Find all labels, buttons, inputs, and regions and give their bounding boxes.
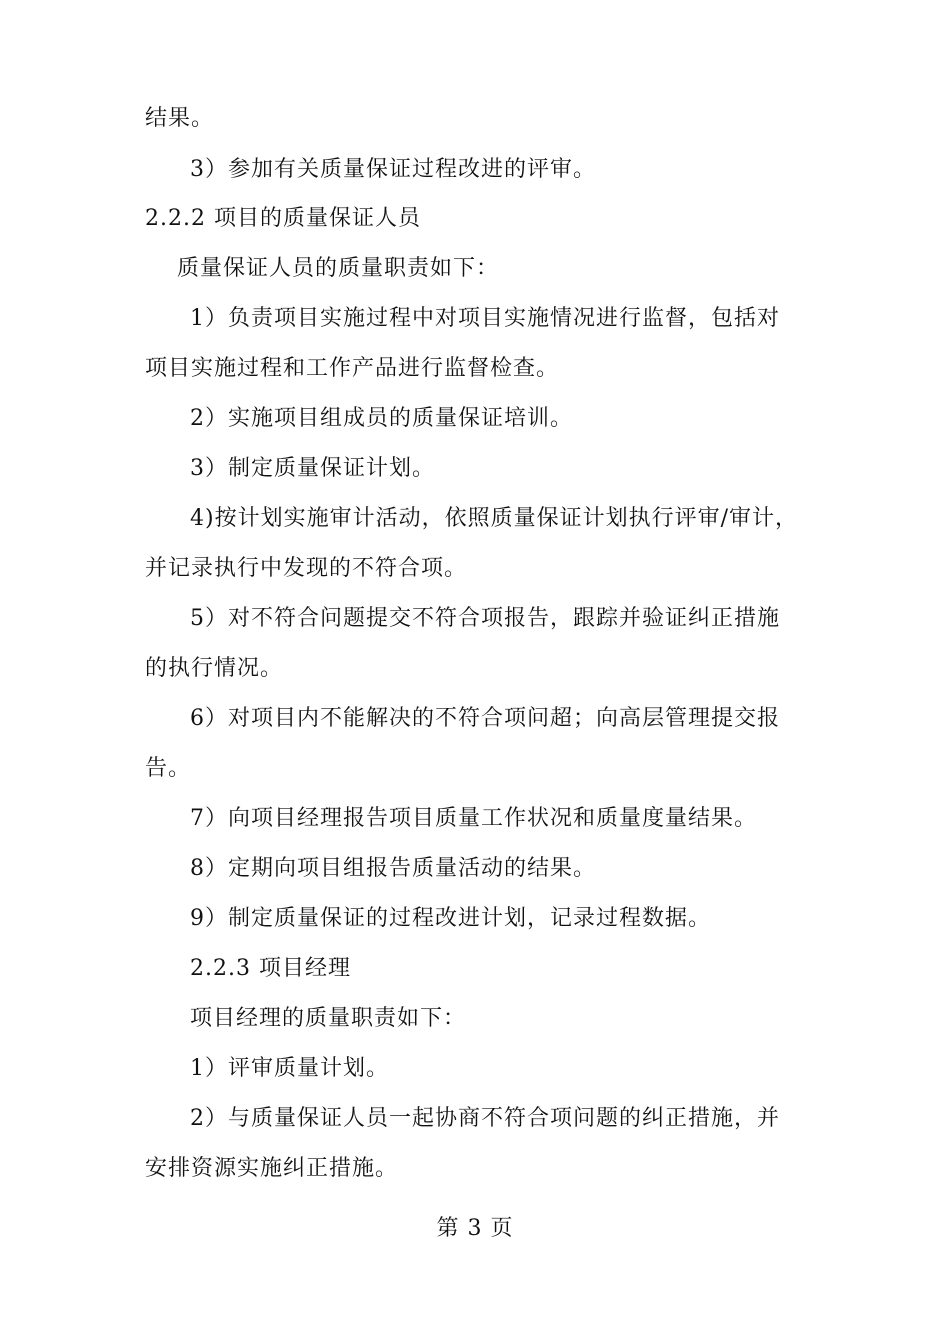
list-item-continuation: 项目实施过程和工作产品进行监督检查。 xyxy=(145,356,560,381)
list-item: 7）向项目经理报告项目质量工作状况和质量度量结果。 xyxy=(190,806,757,831)
page-number-footer: 第 3 页 xyxy=(436,1216,514,1241)
list-item: 4)按计划实施审计活动，依照质量保证计划执行评审/审计， xyxy=(190,506,798,531)
list-item: 9）制定质量保证的过程改进计划，记录过程数据。 xyxy=(190,906,711,931)
list-item-continuation: 告。 xyxy=(145,756,192,781)
section-heading: 2.2.2 项目的质量保证人员 xyxy=(145,206,421,231)
list-item-continuation: 安排资源实施纠正措施。 xyxy=(145,1156,399,1181)
section-heading: 2.2.3 项目经理 xyxy=(190,956,351,981)
list-item: 1）负责项目实施过程中对项目实施情况进行监督，包括对 xyxy=(190,306,780,331)
list-item: 2）与质量保证人员一起协商不符合项问题的纠正措施，并 xyxy=(190,1106,780,1131)
list-item: 1）评审质量计划。 xyxy=(190,1056,389,1081)
list-item-continuation: 的执行情况。 xyxy=(145,656,284,681)
text-line: 结果。 xyxy=(145,106,215,131)
list-item: 5）对不符合问题提交不符合项报告，跟踪并验证纠正措施 xyxy=(190,606,780,631)
paragraph-intro: 质量保证人员的质量职责如下： xyxy=(177,256,500,281)
list-item-continuation: 并记录执行中发现的不符合项。 xyxy=(145,556,468,581)
list-item: 3）参加有关质量保证过程改进的评审。 xyxy=(190,157,596,182)
list-item: 6）对项目内不能解决的不符合项问超；向高层管理提交报 xyxy=(190,706,780,731)
paragraph-intro: 项目经理的质量职责如下： xyxy=(190,1006,467,1031)
list-item: 3）制定质量保证计划。 xyxy=(190,456,435,481)
list-item: 2）实施项目组成员的质量保证培训。 xyxy=(190,406,573,431)
list-item: 8）定期向项目组报告质量活动的结果。 xyxy=(190,856,596,881)
